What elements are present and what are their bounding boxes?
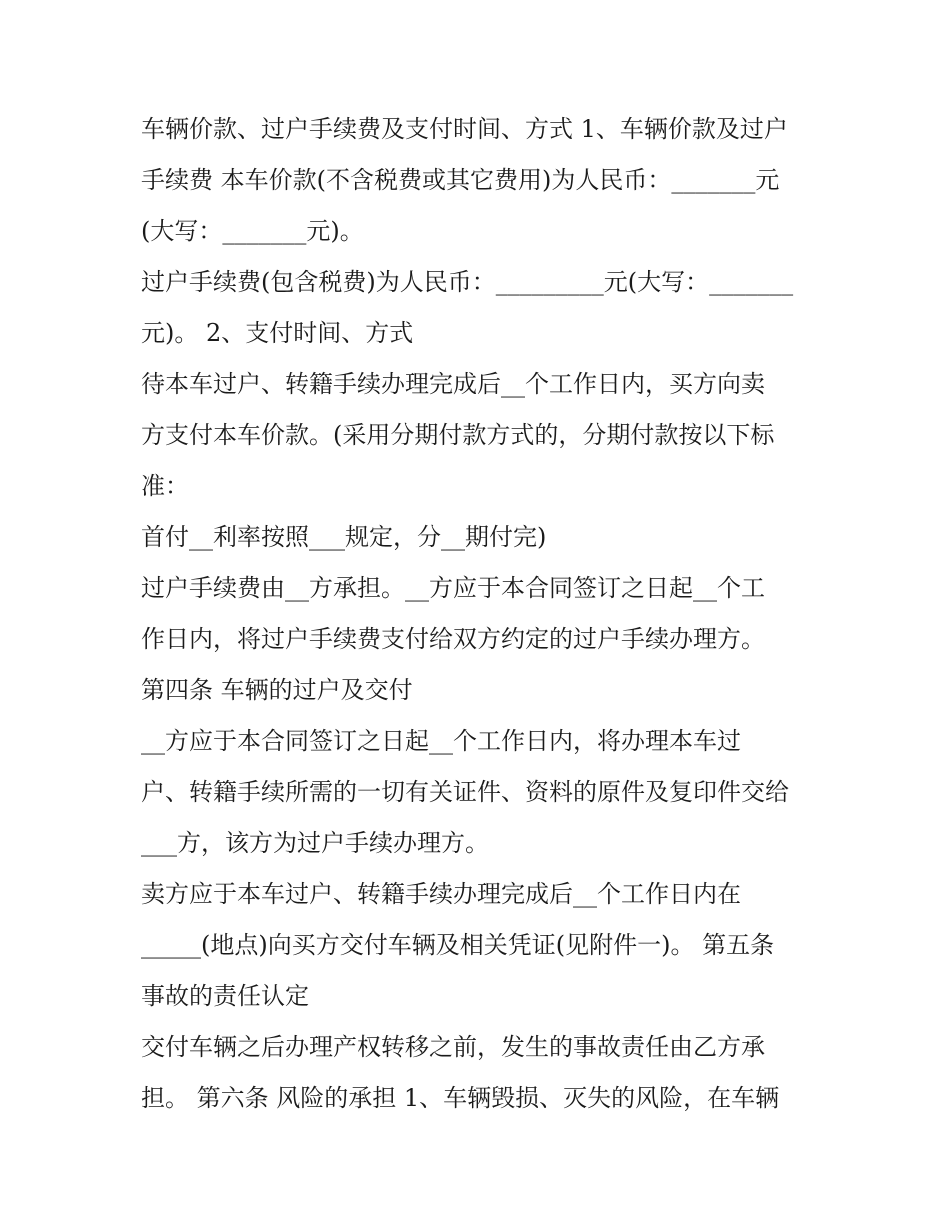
section-heading: 第四条 车辆的过户及交付 bbox=[141, 676, 413, 704]
text-line: 车辆价款、过户手续费及支付时间、方式 1、车辆价款及过户 bbox=[141, 115, 788, 143]
text-line: 过户手续费由__方承担。__方应于本合同签订之日起__个工 bbox=[141, 574, 765, 602]
text-line: 户、转籍手续所需的一切有关证件、资料的原件及复印件交给 bbox=[141, 778, 789, 806]
text-line: 准： bbox=[141, 472, 189, 500]
contract-text bbox=[141, 104, 821, 1124]
text-line: 元)。 2、支付时间、方式 bbox=[141, 319, 414, 347]
text-line: __方应于本合同签订之日起__个工作日内，将办理本车过 bbox=[141, 727, 741, 755]
text-line: 作日内，将过户手续费支付给双方约定的过户手续办理方。 bbox=[141, 625, 765, 653]
text-line: ___方，该方为过户手续办理方。 bbox=[141, 829, 489, 857]
text-line: 手续费 本车价款(不含税费或其它费用)为人民币：_______元 bbox=[141, 166, 780, 194]
text-line: (大写：_______元)。 bbox=[141, 217, 364, 245]
text-line: 卖方应于本车过户、转籍手续办理完成后__个工作日内在 bbox=[141, 880, 741, 908]
text-line: 担。 第六条 风险的承担 1、车辆毁损、灭失的风险，在车辆 bbox=[141, 1084, 780, 1112]
text-line: 事故的责任认定 bbox=[141, 982, 309, 1010]
text-line: 待本车过户、转籍手续办理完成后__个工作日内，买方向卖 bbox=[141, 370, 765, 398]
text-line: 首付__利率按照___规定，分__期付完) bbox=[141, 523, 547, 551]
text-line: 交付车辆之后办理产权转移之前，发生的事故责任由乙方承 bbox=[141, 1033, 765, 1061]
text-line: 过户手续费(包含税费)为人民币：_________元(大写：_______ bbox=[141, 268, 794, 296]
text-line: _____(地点)向买方交付车辆及相关凭证(见附件一)。 第五条 bbox=[141, 931, 775, 959]
text-line: 方支付本车价款。(采用分期付款方式的，分期付款按以下标 bbox=[141, 421, 775, 449]
